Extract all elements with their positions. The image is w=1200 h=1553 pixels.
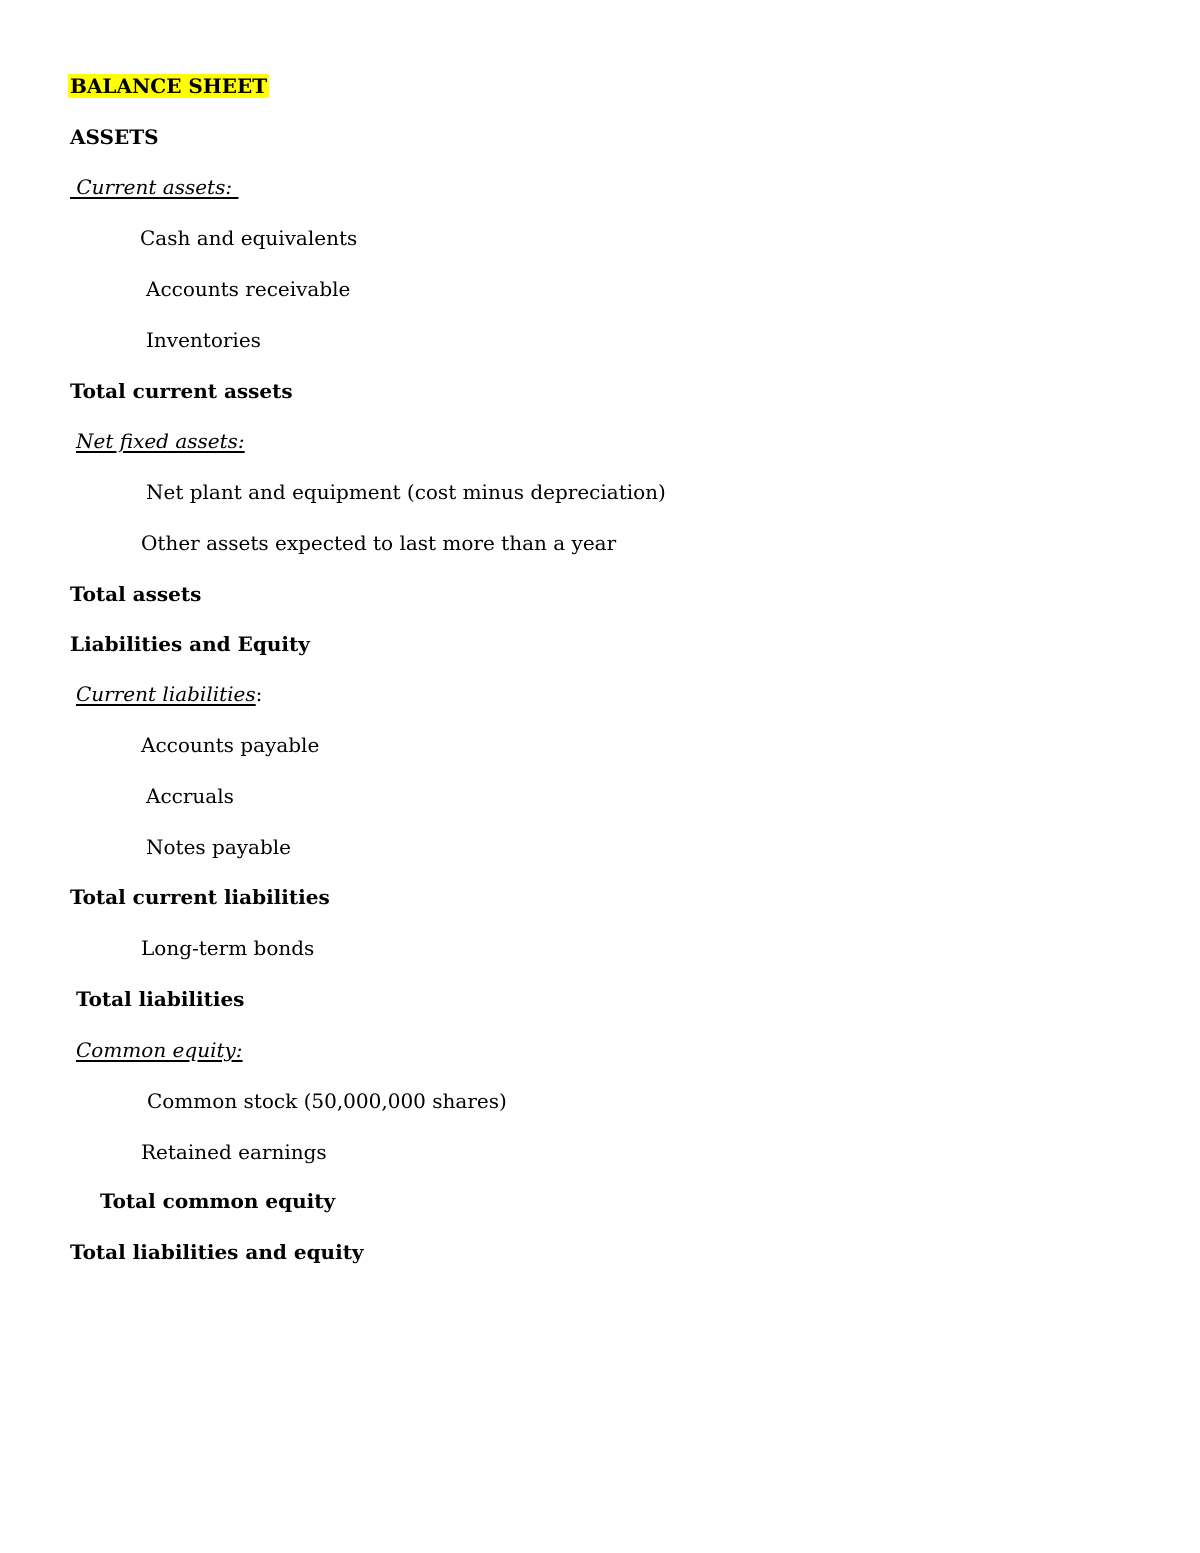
total-current-assets: Total current assets [70,379,293,403]
title-highlight: BALANCE SHEET [70,74,268,98]
long-term-bonds: Long-term bonds [141,936,315,960]
current-assets-heading-text: Current assets: [70,175,239,199]
equity-item-retained-earnings: Retained earnings [141,1140,327,1164]
current-assets-heading [70,175,238,199]
common-equity-heading [76,1038,243,1062]
assets-heading: ASSETS [70,125,159,149]
liabilities-equity-heading: Liabilities and Equity [70,632,310,656]
common-equity-heading-text: Common equity: [76,1038,243,1062]
net-fixed-assets-heading-text: Net fixed assets: [76,429,245,453]
fixed-asset-item-plant: Net plant and equipment (cost minus depreciation) [146,480,666,504]
current-liabilities-heading-text: Current liabilities [76,682,256,706]
current-asset-item-cash: Cash and equivalents [140,226,358,250]
total-liabilities: Total liabilities [76,987,245,1011]
total-common-equity: Total common equity [100,1189,336,1213]
total-current-liabilities: Total current liabilities [70,885,330,909]
current-asset-item-receivable: Accounts receivable [146,277,351,301]
fixed-asset-item-other: Other assets expected to last more than a year [141,531,617,555]
equity-item-common-stock: Common stock (50,000,000 shares) [147,1089,507,1113]
current-liabilities-colon: : [255,682,263,706]
liability-item-payable: Accounts payable [141,733,320,757]
current-liabilities-heading [76,682,262,706]
liability-item-accruals: Accruals [146,784,234,808]
liability-item-notes: Notes payable [146,835,292,859]
total-liabilities-and-equity: Total liabilities and equity [70,1240,364,1264]
total-assets: Total assets [70,582,202,606]
document-title [68,74,269,98]
net-fixed-assets-heading [76,429,245,453]
current-asset-item-inventories: Inventories [146,328,261,352]
